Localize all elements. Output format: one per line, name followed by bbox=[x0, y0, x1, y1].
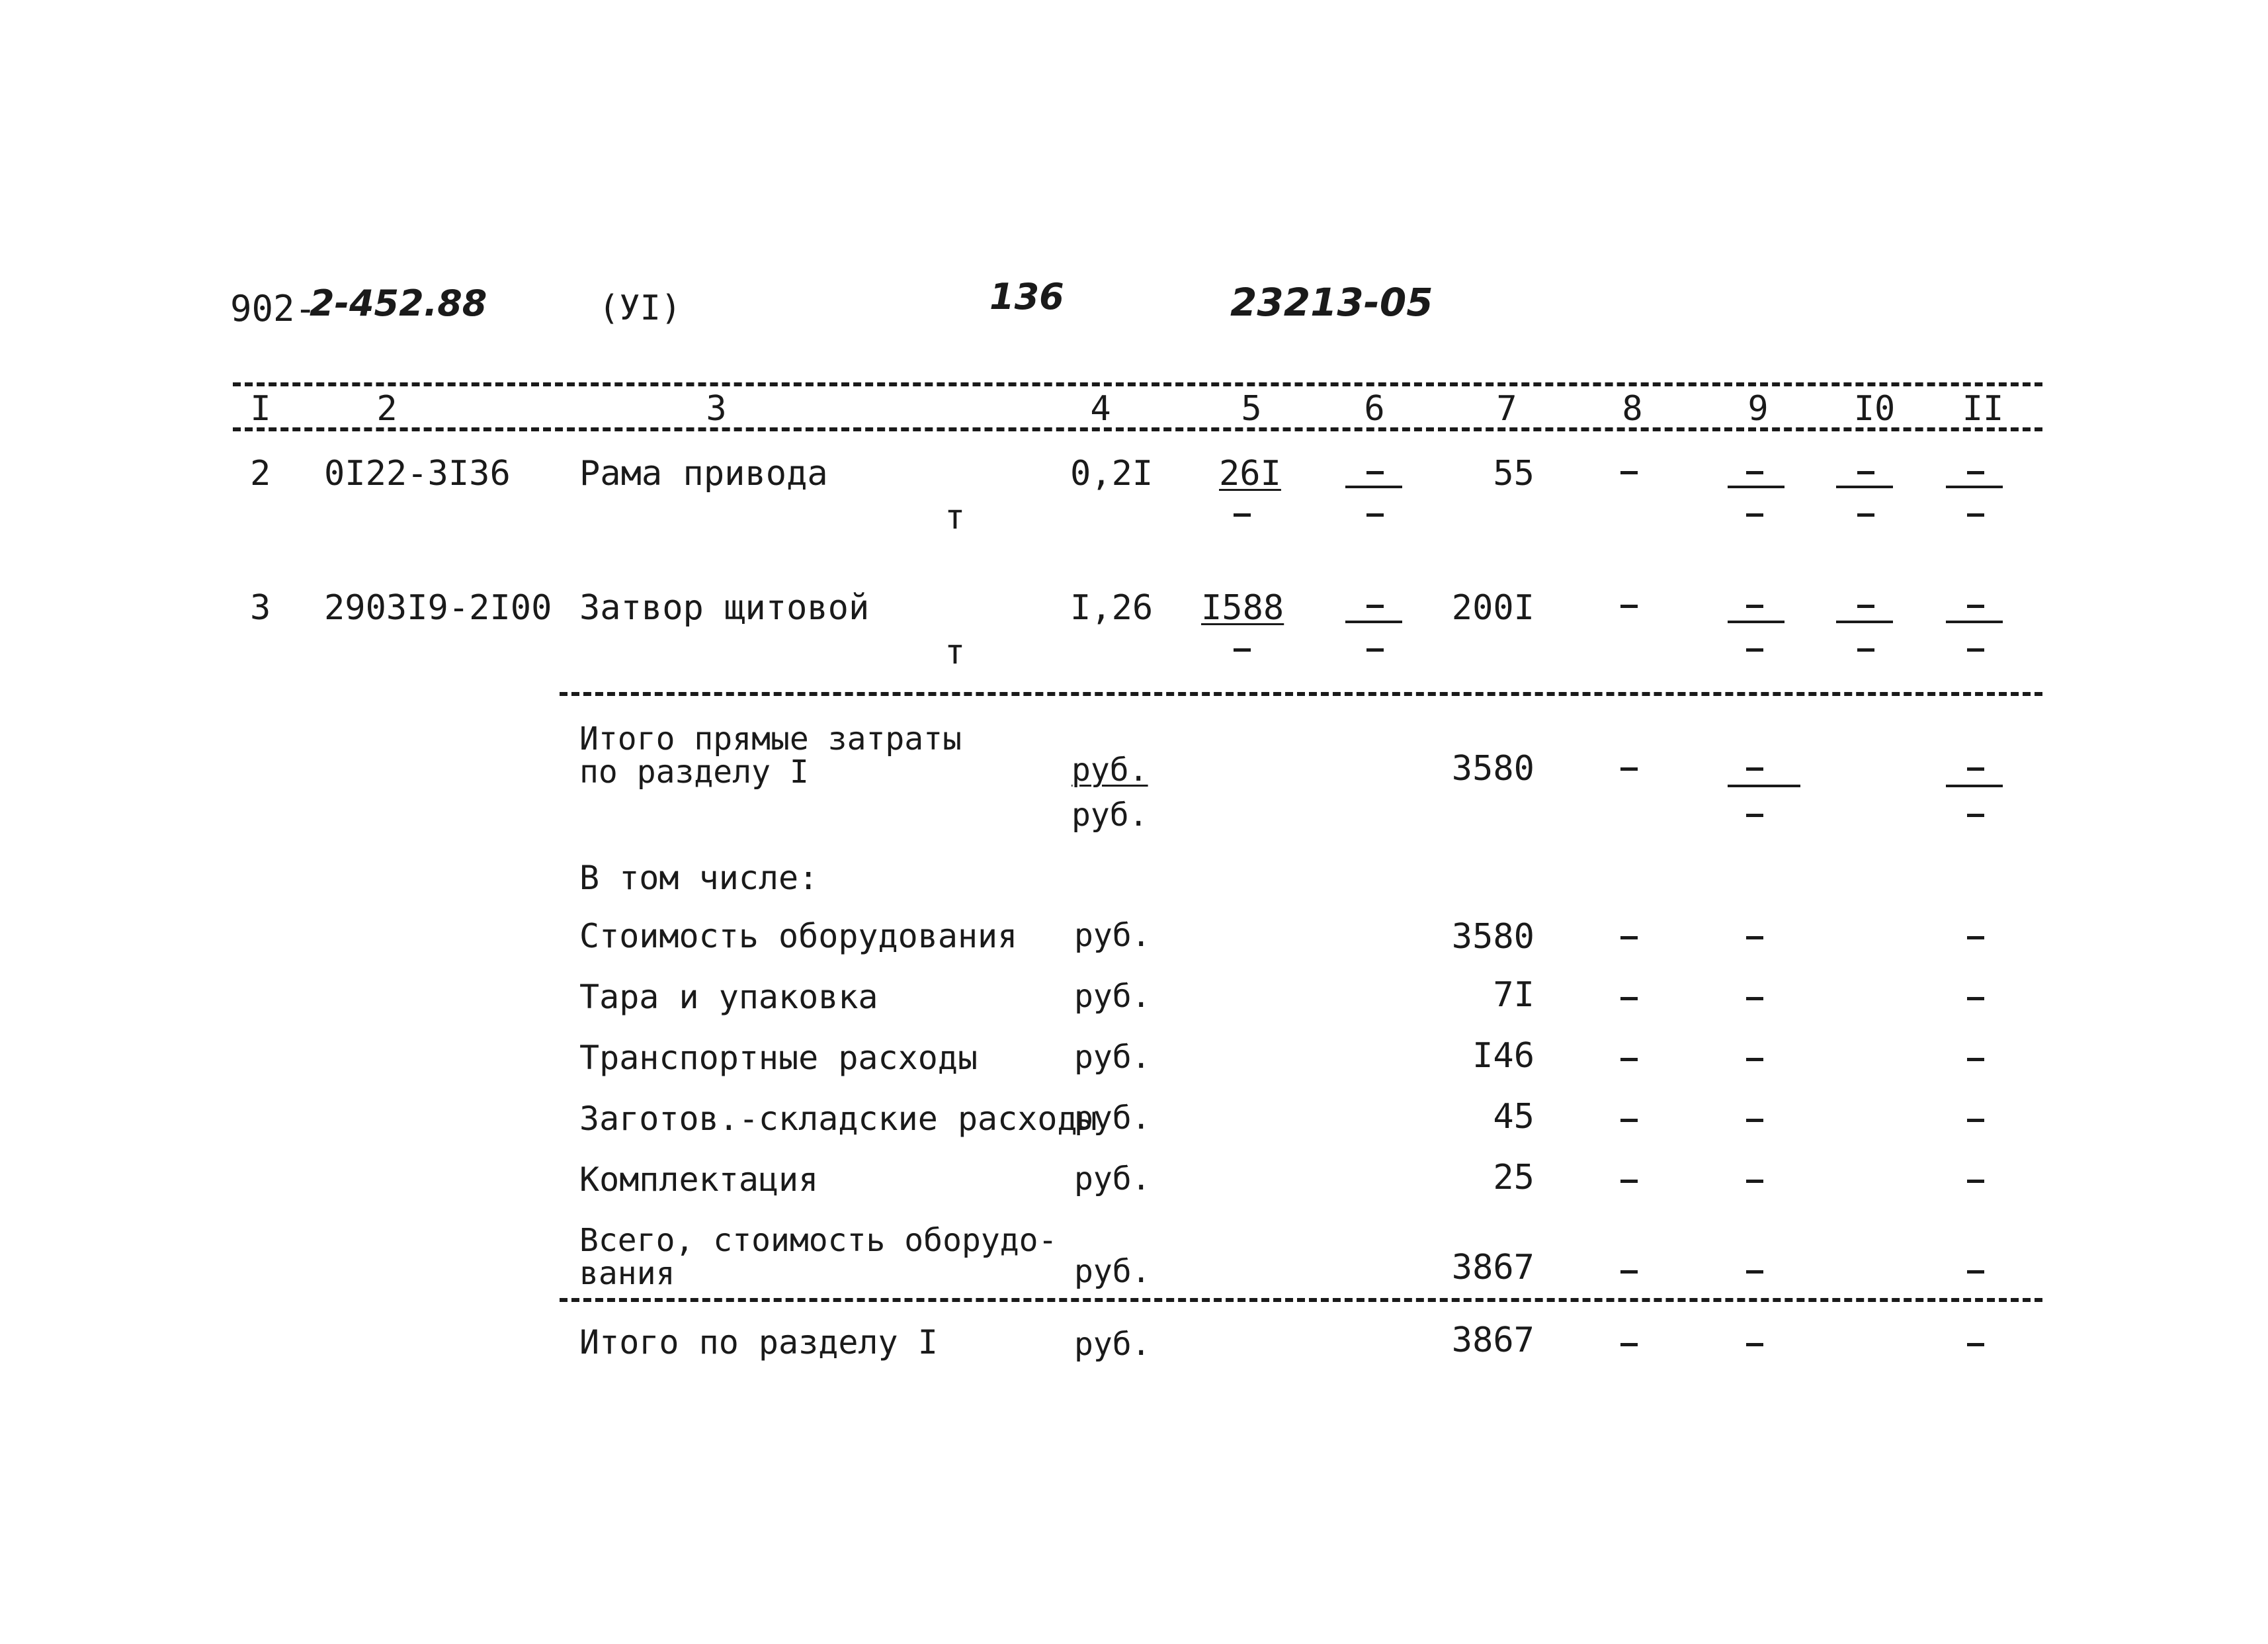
direct-costs-unit-2: руб. bbox=[1071, 797, 1148, 834]
col-header-4: 4 bbox=[1090, 389, 1111, 429]
col-header-6: 6 bbox=[1364, 389, 1385, 429]
row-name: Рама привода bbox=[579, 454, 828, 494]
dash-mark bbox=[1967, 1270, 1984, 1274]
dash-mark bbox=[1746, 1180, 1763, 1183]
fraction-line bbox=[1728, 621, 1785, 623]
col-header-10: I0 bbox=[1853, 389, 1896, 429]
row-code: 2903I9-2I00 bbox=[324, 588, 552, 628]
dash-mark bbox=[1746, 936, 1763, 939]
section-code: (УI) bbox=[599, 288, 682, 328]
subtotal-rule bbox=[560, 692, 2042, 696]
dash-mark bbox=[1746, 1270, 1763, 1274]
dash-mark bbox=[1620, 1343, 1638, 1346]
header-rule-top bbox=[233, 382, 2042, 386]
item-unit: руб. bbox=[1074, 978, 1151, 1015]
dash-mark bbox=[1746, 767, 1763, 771]
row-name: Затвор щитовой bbox=[579, 588, 870, 628]
item-value: 45 bbox=[1493, 1097, 1534, 1137]
dash-mark bbox=[1234, 648, 1251, 652]
dash-mark bbox=[1620, 605, 1638, 608]
direct-costs-value: 3580 bbox=[1451, 749, 1534, 789]
fraction-line bbox=[1836, 621, 1893, 623]
dash-mark bbox=[1857, 471, 1874, 474]
dash-mark bbox=[1620, 936, 1638, 939]
item-unit: руб. bbox=[1074, 1160, 1151, 1197]
fraction-line bbox=[1728, 785, 1800, 787]
section-total-label: Итого по разделу I bbox=[579, 1323, 938, 1362]
equipment-total-value: 3867 bbox=[1451, 1248, 1534, 1287]
col-header-1: I bbox=[250, 389, 271, 429]
row-unit-mark: т bbox=[945, 632, 966, 672]
page-number: 136 bbox=[989, 276, 1064, 318]
dash-mark bbox=[1366, 471, 1384, 474]
dash-mark bbox=[1967, 1119, 1984, 1122]
dash-mark bbox=[1967, 1058, 1984, 1061]
fraction-line bbox=[1345, 486, 1402, 488]
row-col5: I588 bbox=[1201, 588, 1284, 628]
dash-mark bbox=[1967, 936, 1984, 939]
row-code: 0I22-3I36 bbox=[324, 454, 511, 494]
dash-mark bbox=[1967, 997, 1984, 1000]
dash-mark bbox=[1620, 1119, 1638, 1122]
dash-mark bbox=[1857, 605, 1874, 608]
col-header-2: 2 bbox=[376, 389, 398, 429]
dash-mark bbox=[1746, 997, 1763, 1000]
fraction-line bbox=[1836, 486, 1893, 488]
dash-mark bbox=[1967, 814, 1984, 817]
row-col5: 26I bbox=[1219, 454, 1281, 494]
row-col7: 200I bbox=[1451, 588, 1534, 628]
dash-mark bbox=[1746, 471, 1763, 474]
row-number: 2 bbox=[250, 454, 271, 494]
fraction-line bbox=[1728, 486, 1785, 488]
dash-mark bbox=[1746, 648, 1763, 652]
row-unit-mark: т bbox=[945, 498, 966, 537]
col-header-9: 9 bbox=[1747, 389, 1769, 429]
dash-mark bbox=[1967, 513, 1984, 517]
dash-mark bbox=[1967, 1343, 1984, 1346]
dash-mark bbox=[1620, 997, 1638, 1000]
dash-mark bbox=[1967, 471, 1984, 474]
dash-mark bbox=[1620, 471, 1638, 474]
fraction-line bbox=[1946, 486, 2003, 488]
fraction-line bbox=[1946, 621, 2003, 623]
item-label: Заготов.-складские расходы bbox=[579, 1100, 1097, 1138]
item-label: Стоимость оборудования bbox=[579, 917, 1018, 955]
direct-costs-unit: руб. bbox=[1071, 752, 1148, 789]
section-total-value: 3867 bbox=[1451, 1320, 1534, 1360]
dash-mark bbox=[1366, 513, 1384, 517]
item-value: 3580 bbox=[1451, 917, 1534, 957]
section-total-unit: руб. bbox=[1074, 1326, 1151, 1363]
dash-mark bbox=[1967, 648, 1984, 652]
document-code: 23213-05 bbox=[1230, 280, 1433, 325]
equipment-total-unit: руб. bbox=[1074, 1253, 1151, 1290]
col-header-5: 5 bbox=[1241, 389, 1262, 429]
dash-mark bbox=[1967, 1180, 1984, 1183]
dash-mark bbox=[1746, 1058, 1763, 1061]
doc-number-handwritten: 2-452.88 bbox=[310, 282, 487, 324]
item-value: 7I bbox=[1493, 975, 1534, 1015]
dash-mark bbox=[1620, 1180, 1638, 1183]
col-header-7: 7 bbox=[1496, 389, 1517, 429]
dash-mark bbox=[1366, 648, 1384, 652]
dash-mark bbox=[1620, 1058, 1638, 1061]
fraction-line bbox=[1345, 621, 1402, 623]
equipment-total-label: Всего, стоимость оборудо- вания bbox=[579, 1222, 1058, 1292]
section-total-rule bbox=[560, 1298, 2042, 1302]
header-rule-bottom bbox=[233, 427, 2042, 431]
item-value: I46 bbox=[1472, 1036, 1534, 1076]
dash-mark bbox=[1746, 513, 1763, 517]
dash-mark bbox=[1234, 513, 1251, 517]
dash-mark bbox=[1366, 605, 1384, 608]
dash-mark bbox=[1746, 814, 1763, 817]
row-col7: 55 bbox=[1493, 454, 1534, 494]
dash-mark bbox=[1620, 1270, 1638, 1274]
dash-mark bbox=[1620, 767, 1638, 771]
row-number: 3 bbox=[250, 588, 271, 628]
dash-mark bbox=[1857, 513, 1874, 517]
item-label: Комплектация bbox=[579, 1160, 819, 1199]
item-unit: руб. bbox=[1074, 917, 1151, 954]
col-header-8: 8 bbox=[1622, 389, 1643, 429]
item-label: Тара и упаковка bbox=[579, 978, 878, 1016]
dash-mark bbox=[1746, 1343, 1763, 1346]
including-label: В том числе: bbox=[579, 859, 819, 897]
dash-mark bbox=[1746, 605, 1763, 608]
dash-mark bbox=[1746, 1119, 1763, 1122]
dash-mark bbox=[1857, 648, 1874, 652]
item-unit: руб. bbox=[1074, 1100, 1151, 1137]
item-label: Транспортные расходы bbox=[579, 1039, 978, 1077]
dash-mark bbox=[1967, 605, 1984, 608]
row-col4: I,26 bbox=[1070, 588, 1154, 628]
fraction-line bbox=[1946, 785, 2003, 787]
item-value: 25 bbox=[1493, 1158, 1534, 1197]
item-unit: руб. bbox=[1074, 1039, 1151, 1076]
dash-mark bbox=[1967, 767, 1984, 771]
col-header-3: 3 bbox=[706, 389, 727, 429]
col-header-11: II bbox=[1962, 389, 2004, 429]
direct-costs-label: Итого прямые затраты по разделу I bbox=[579, 720, 962, 791]
doc-number-prefix: 902- bbox=[230, 288, 317, 329]
row-col4: 0,2I bbox=[1070, 454, 1154, 494]
